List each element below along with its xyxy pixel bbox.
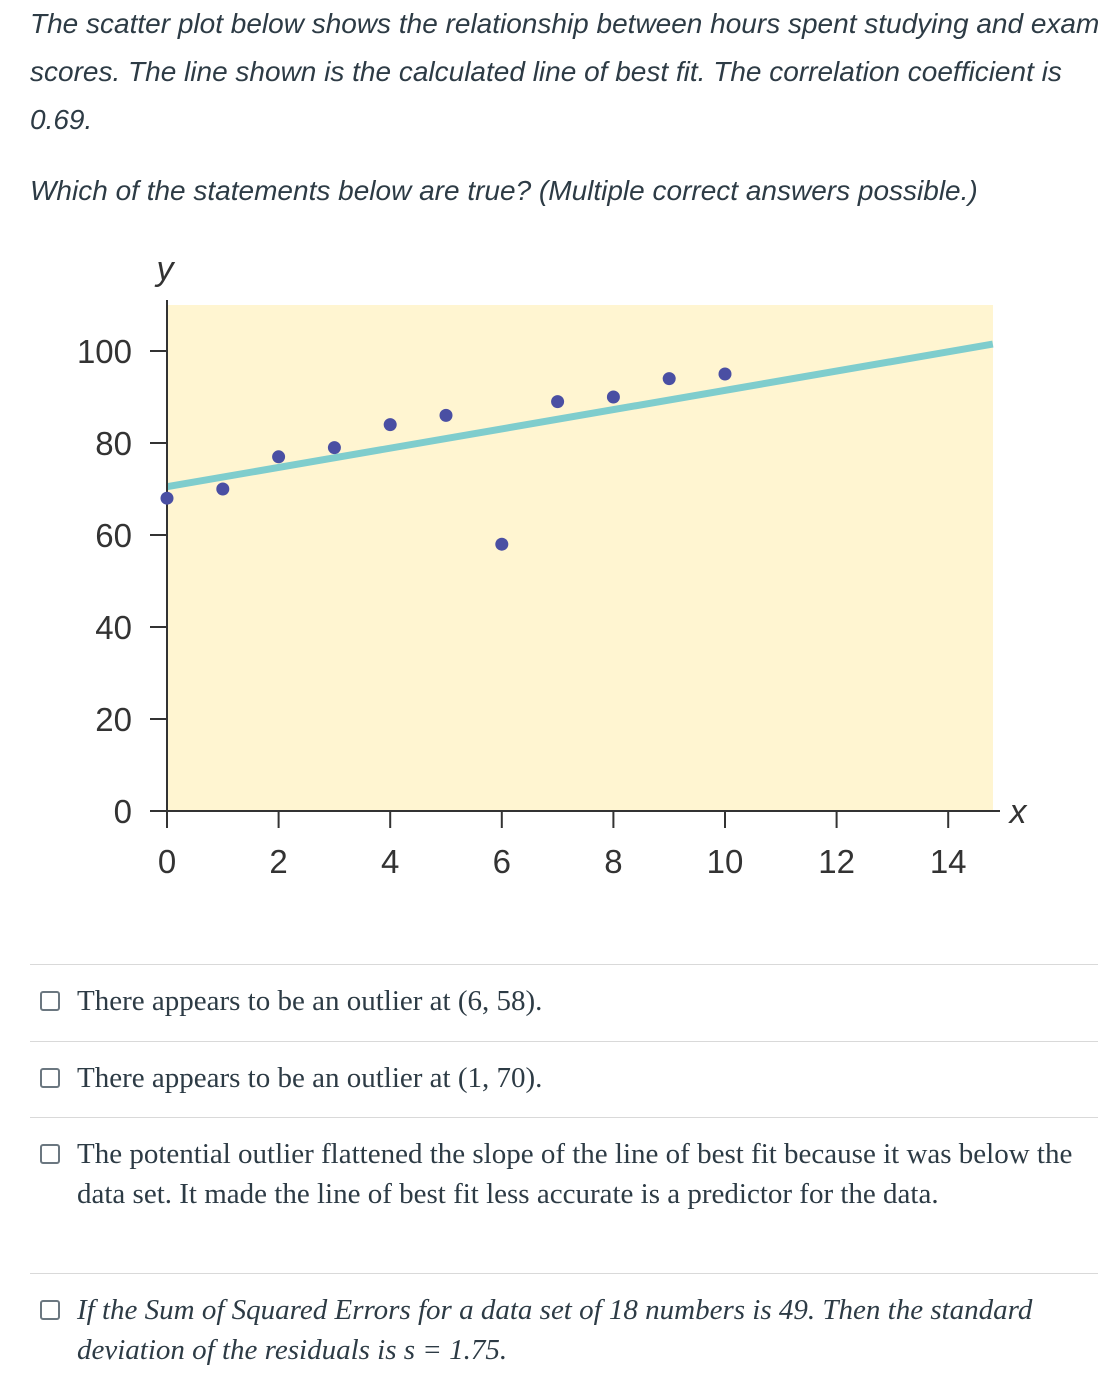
data-point xyxy=(440,409,453,422)
answer-text: If the Sum of Squared Errors for a data set of 18 numbers is 49. Then the standard deviation of the residuals is s = 1.75. xyxy=(77,1294,1033,1366)
x-axis-label: x xyxy=(1009,793,1027,831)
answer-checkbox[interactable] xyxy=(40,1144,60,1164)
answer-text: There appears to be an outlier at (1, 70). xyxy=(77,1062,543,1094)
answer-option[interactable] xyxy=(30,1273,1098,1373)
data-point xyxy=(384,418,397,431)
plot-background xyxy=(167,305,993,811)
y-tick-label: 0 xyxy=(113,793,132,830)
x-tick-label: 6 xyxy=(492,843,511,880)
x-tick-label: 14 xyxy=(929,843,967,880)
x-tick-label: 8 xyxy=(604,843,623,880)
question-prompt: Which of the statements below are true? (Multiple correct answers possible.) xyxy=(30,175,978,206)
answer-list xyxy=(30,964,1098,1373)
answer-checkbox[interactable] xyxy=(40,991,60,1011)
data-point xyxy=(161,492,174,505)
x-tick-label: 0 xyxy=(157,843,177,880)
y-tick-label: 40 xyxy=(95,609,132,646)
data-point xyxy=(272,450,285,463)
y-tick-label: 60 xyxy=(95,517,132,554)
answer-text: The potential outlier flattened the slope of the line of best fit because it was below the data set. It made the line of best fit less accurate is a predictor for the data. xyxy=(77,1138,1073,1210)
y-axis-label: y xyxy=(156,250,174,288)
data-point xyxy=(495,538,508,551)
data-point xyxy=(551,395,564,408)
data-point xyxy=(607,391,620,404)
y-tick-label: 20 xyxy=(95,701,132,738)
answer-option[interactable] xyxy=(30,964,1098,1041)
answer-option[interactable] xyxy=(30,1117,1098,1273)
data-point xyxy=(216,483,229,496)
x-tick-label: 2 xyxy=(269,843,288,880)
data-point xyxy=(663,372,676,385)
answer-text: There appears to be an outlier at (6, 58). xyxy=(77,985,543,1017)
y-tick-label: 100 xyxy=(76,333,132,370)
answer-checkbox[interactable] xyxy=(40,1068,60,1088)
answer-checkbox[interactable] xyxy=(40,1300,60,1320)
data-point xyxy=(328,441,341,454)
x-tick-label: 12 xyxy=(818,843,855,880)
question-intro: The scatter plot below shows the relationship between hours spent studying and exam scores. The line shown is the calculated line of best fit. The correlation coefficient is 0.69. xyxy=(30,8,1100,135)
x-tick-label: 10 xyxy=(706,843,744,880)
y-tick-label: 80 xyxy=(95,425,132,462)
answer-option[interactable] xyxy=(30,1041,1098,1117)
x-tick-label: 4 xyxy=(381,843,400,880)
data-point xyxy=(719,368,732,381)
